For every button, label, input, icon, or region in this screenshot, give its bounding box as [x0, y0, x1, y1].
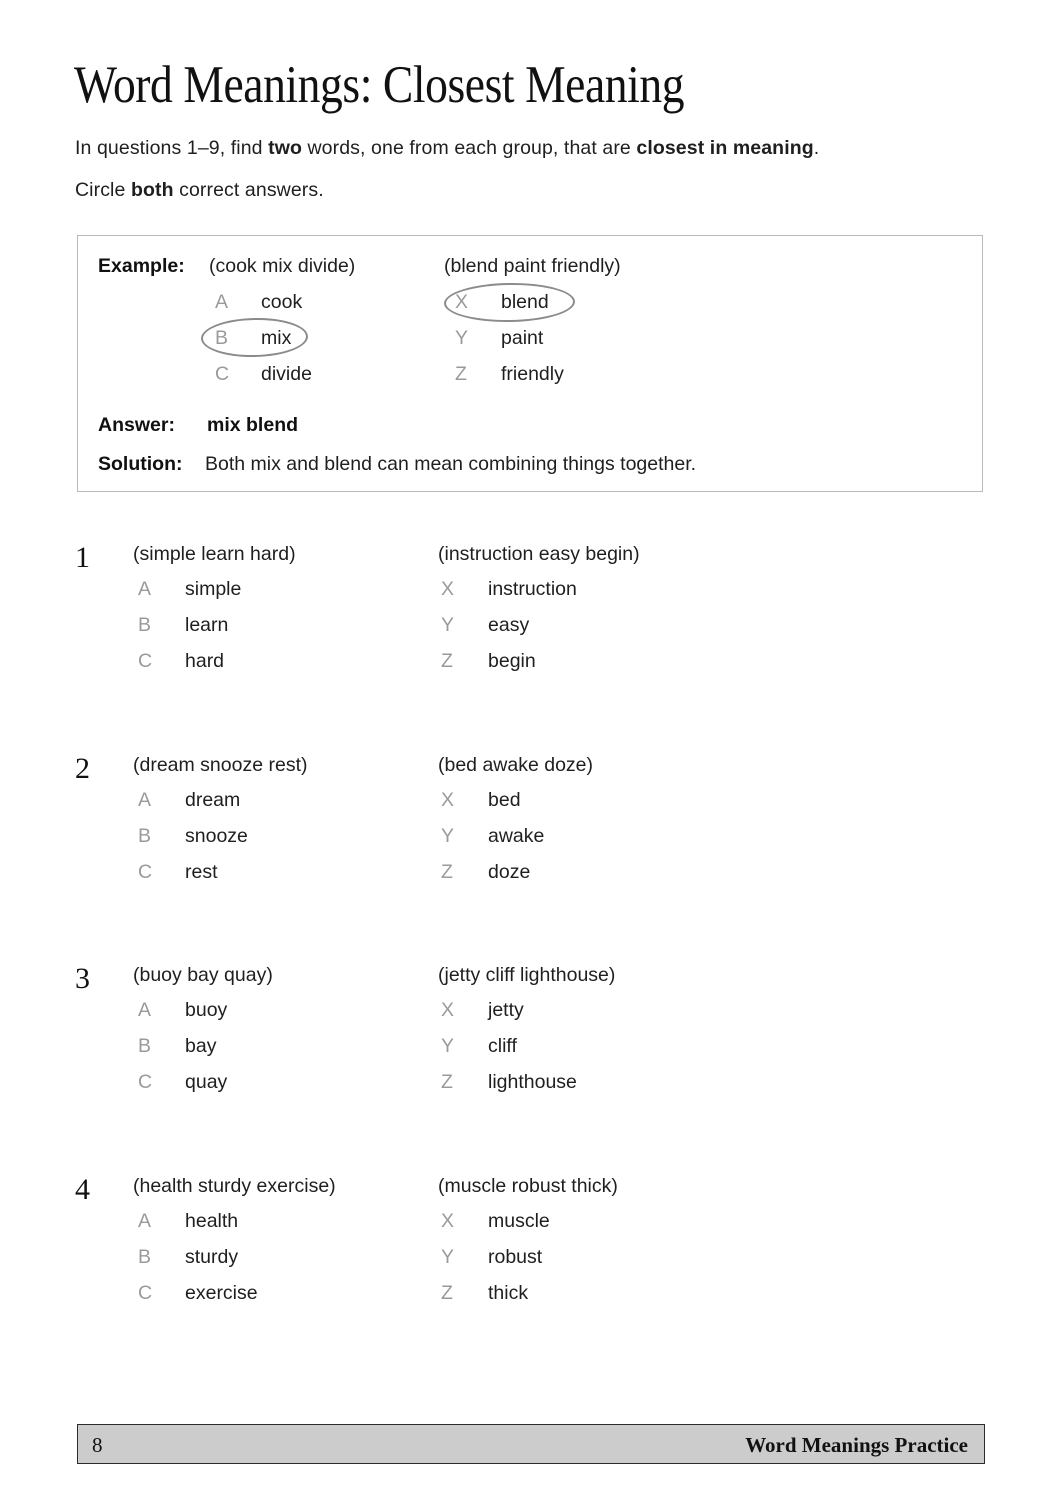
option-word: blend	[501, 291, 549, 313]
instruction-bold-both: both	[130, 179, 174, 201]
option-word: easy	[488, 614, 530, 636]
option-word: robust	[488, 1246, 543, 1268]
option-letter: Z	[455, 363, 467, 385]
option-letter: B	[215, 327, 229, 349]
question-group-right: (muscle robust thick)	[438, 1175, 618, 1197]
instruction2-text-pre: Circle	[75, 179, 131, 201]
option-letter: Y	[441, 1246, 455, 1268]
option-letter: A	[215, 291, 229, 313]
option-word: friendly	[501, 363, 564, 385]
option-word: jetty	[488, 999, 524, 1021]
option-letter: A	[138, 1210, 152, 1232]
option-word: bed	[488, 789, 521, 811]
instruction-text-mid: words, one from each group, that are	[301, 137, 637, 159]
option-word: exercise	[185, 1282, 258, 1304]
option-word: cliff	[488, 1035, 517, 1057]
question-group-left: (simple learn hard)	[133, 543, 296, 565]
page-title: Word Meanings: Closest Meaning	[74, 56, 685, 114]
instruction-text-end: .	[813, 137, 820, 159]
question-group-right: (bed awake doze)	[438, 754, 594, 776]
instruction-bold-two: two	[268, 137, 302, 159]
question-number: 1	[75, 541, 90, 574]
question-group-left: (dream snooze rest)	[133, 754, 308, 776]
option-letter: C	[138, 1282, 153, 1304]
option-letter: Y	[441, 1035, 455, 1057]
option-letter: Y	[441, 614, 455, 636]
option-word: awake	[488, 825, 545, 847]
option-word: rest	[185, 861, 218, 883]
answer-label: Answer:	[98, 414, 175, 436]
option-letter: Z	[441, 1282, 453, 1304]
option-word: instruction	[488, 578, 577, 600]
example-label: Example:	[98, 255, 185, 277]
option-letter: Y	[455, 327, 469, 349]
option-word: snooze	[185, 825, 248, 847]
footer-section-title: Word Meanings Practice	[745, 1433, 968, 1457]
option-letter: A	[138, 789, 152, 811]
option-word: quay	[185, 1071, 228, 1093]
question-number: 4	[75, 1173, 90, 1206]
option-letter: B	[138, 1246, 152, 1268]
solution-label: Solution:	[98, 453, 183, 475]
example-box	[77, 235, 983, 492]
option-letter: B	[138, 1035, 152, 1057]
option-letter: C	[138, 650, 153, 672]
option-word: doze	[488, 861, 531, 883]
option-letter: X	[455, 291, 469, 313]
question-group-right: (jetty cliff lighthouse)	[438, 964, 616, 986]
option-word: begin	[488, 650, 536, 672]
question-number: 2	[75, 752, 90, 785]
option-letter: C	[215, 363, 230, 385]
option-word: cook	[261, 291, 303, 313]
option-word: dream	[185, 789, 241, 811]
option-letter: B	[138, 614, 152, 636]
solution-text: Both mix and blend can mean combining things together.	[205, 453, 697, 475]
question-group-left: (health sturdy exercise)	[133, 1175, 336, 1197]
option-letter: X	[441, 789, 455, 811]
example-group-right: (blend paint friendly)	[444, 255, 621, 277]
option-letter: X	[441, 999, 455, 1021]
option-word: thick	[488, 1282, 529, 1304]
footer-page-number: 8	[92, 1433, 103, 1457]
option-word: sturdy	[185, 1246, 239, 1268]
option-letter: Y	[441, 825, 455, 847]
option-letter: Z	[441, 1071, 453, 1093]
option-word: paint	[501, 327, 544, 349]
instruction2-text-end: correct answers.	[173, 179, 324, 201]
example-group-left: (cook mix divide)	[209, 255, 356, 277]
option-letter: B	[138, 825, 152, 847]
option-letter: X	[441, 578, 455, 600]
option-letter: Z	[441, 650, 453, 672]
option-word: buoy	[185, 999, 228, 1021]
option-word: divide	[261, 363, 312, 385]
option-word: hard	[185, 650, 225, 672]
page-footer	[77, 1424, 985, 1464]
instruction-line-2	[75, 179, 324, 202]
option-word: mix	[261, 327, 292, 349]
option-word: muscle	[488, 1210, 550, 1232]
option-letter: X	[441, 1210, 455, 1232]
instruction-line-1	[75, 137, 819, 160]
question-group-right: (instruction easy begin)	[438, 543, 640, 565]
option-letter: C	[138, 1071, 153, 1093]
answer-value: mix blend	[207, 414, 299, 436]
instruction-text-pre: In questions 1–9, find	[75, 137, 269, 159]
instruction-bold-closest-in-meaning: closest in meaning	[636, 137, 814, 159]
option-letter: C	[138, 861, 153, 883]
option-word: lighthouse	[488, 1071, 577, 1093]
question-group-left: (buoy bay quay)	[133, 964, 273, 986]
option-letter: A	[138, 578, 152, 600]
option-letter: Z	[441, 861, 453, 883]
option-letter: A	[138, 999, 152, 1021]
option-word: health	[185, 1210, 239, 1232]
question-number: 3	[75, 962, 90, 995]
option-word: learn	[185, 614, 229, 636]
option-word: bay	[185, 1035, 217, 1057]
option-word: simple	[185, 578, 242, 600]
